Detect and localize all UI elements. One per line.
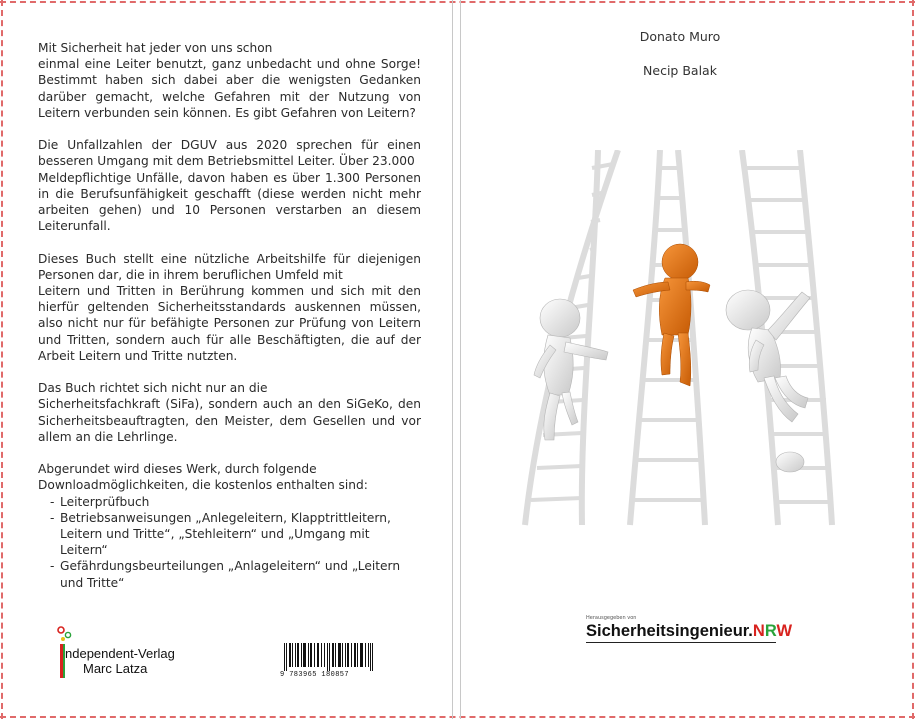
blurb-paragraph-5 (38, 461, 421, 493)
ladder-left (525, 150, 618, 525)
blurb-p5-line1: Abgerundet wird dieses Werk, durch folgende (38, 462, 317, 477)
publisher-name-w: W (776, 622, 793, 640)
blurb-paragraph-2 (38, 137, 421, 234)
barcode-digits: 9 783965 180857 (280, 671, 350, 679)
blurb-p1-line1: Mit Sicherheit hat jeder von uns schon (38, 41, 273, 55)
publisher-name-r: R (764, 622, 777, 640)
blurb-paragraph-1 (38, 40, 421, 121)
cut-border-right (912, 0, 914, 719)
downloads-list (38, 494, 421, 591)
white-figure-left (534, 299, 608, 440)
publisher-logo (55, 624, 215, 680)
back-cover-text (38, 40, 421, 591)
publisher-name (586, 622, 792, 641)
publisher-name-main: Sicherheitsingenieur. (586, 622, 753, 640)
publisher-caption: Herausgegeben von (586, 615, 637, 621)
blurb-p2-line1: Die Unfallzahlen der DGUV aus 2020 sprechen für einen besseren Umgang mit dem Betriebsmittel Leiter. Über 23.000 (38, 138, 421, 169)
spine-left-fold (452, 0, 453, 719)
list-item: - Gefährdungsbeurteilungen „Anlageleitern“ und „Leitern und Tritte“ (52, 558, 421, 590)
blurb-p4-rest: Sicherheitsfachkraft (SiFa), sondern auch an den SiGeKo, den Sicherheitsbeauftragten, den Meister, dem Gesellen und vor allem an die Lehrlinge. (38, 397, 421, 444)
author-name-2: Necip Balak (643, 63, 717, 78)
white-figure-right (726, 290, 810, 472)
logo-line1: ndependent-Verlag (65, 646, 175, 661)
barcode-icon (280, 643, 380, 671)
three-figures-climbing-ladders-illustration (520, 150, 840, 530)
list-item: - Betriebsanweisungen „Anlegeleitern, Klapptrittleitern, Leitern und Tritte“, „Stehleitern“ und „Umgang mit Leitern“ (52, 510, 421, 559)
blurb-paragraph-3 (38, 251, 421, 364)
cut-border-bottom (0, 716, 915, 718)
blurb-p1-rest: einmal eine Leiter benutzt, ganz unbedacht und ohne Sorge! Bestimmt haben sich dabei aber die wenigsten Gedanken darüber gemacht, welche Gefahren mit der Nutzung von Leitern verbunden sein können. Es gibt Gefahren von Leitern? (38, 57, 421, 120)
blurb-p3-line1: Dieses Buch stellt eine nützliche Arbeitshilfe für diejenigen Personen dar, die in ihrem beruflichen Umfeld mit (38, 251, 421, 282)
blurb-p2-rest: Meldepflichtige Unfälle, davon haben es über 1.300 Personen in die Berufsunfähigkeit geschafft (diese werden nicht mehr arbeiten gehen) und 10 Personen verstarben an diesem Leiterunfall. (38, 170, 421, 234)
blurb-p4-line1: Das Buch richtet sich nicht nur an die (38, 381, 268, 396)
publisher-underline (586, 642, 776, 643)
blurb-p3-rest: Leitern und Tritten in Berührung kommen und sich mit den hierfür geltenden Sicherheitsstandards auskennen müssen, also nicht nur für befähigte Personen zur Prüfung von Leitern und Tritten, sondern auch für alle Beschäftigten, die auf der Arbeit Leitern und Tritte nutzten. (38, 284, 421, 363)
spine-right-fold (460, 0, 461, 719)
list-item: - Leiterprüfbuch (52, 494, 421, 510)
author-name-1: Donato Muro (639, 29, 721, 44)
cut-border-top (0, 1, 915, 3)
cut-border-left (1, 0, 3, 719)
logo-line2: Marc Latza (83, 661, 148, 676)
blurb-paragraph-4 (38, 380, 421, 445)
publisher-name-n: N (752, 622, 765, 640)
blurb-p5-line2: Downloadmöglichkeiten, die kostenlos enthalten sind: (38, 478, 368, 493)
barcode (280, 643, 380, 681)
